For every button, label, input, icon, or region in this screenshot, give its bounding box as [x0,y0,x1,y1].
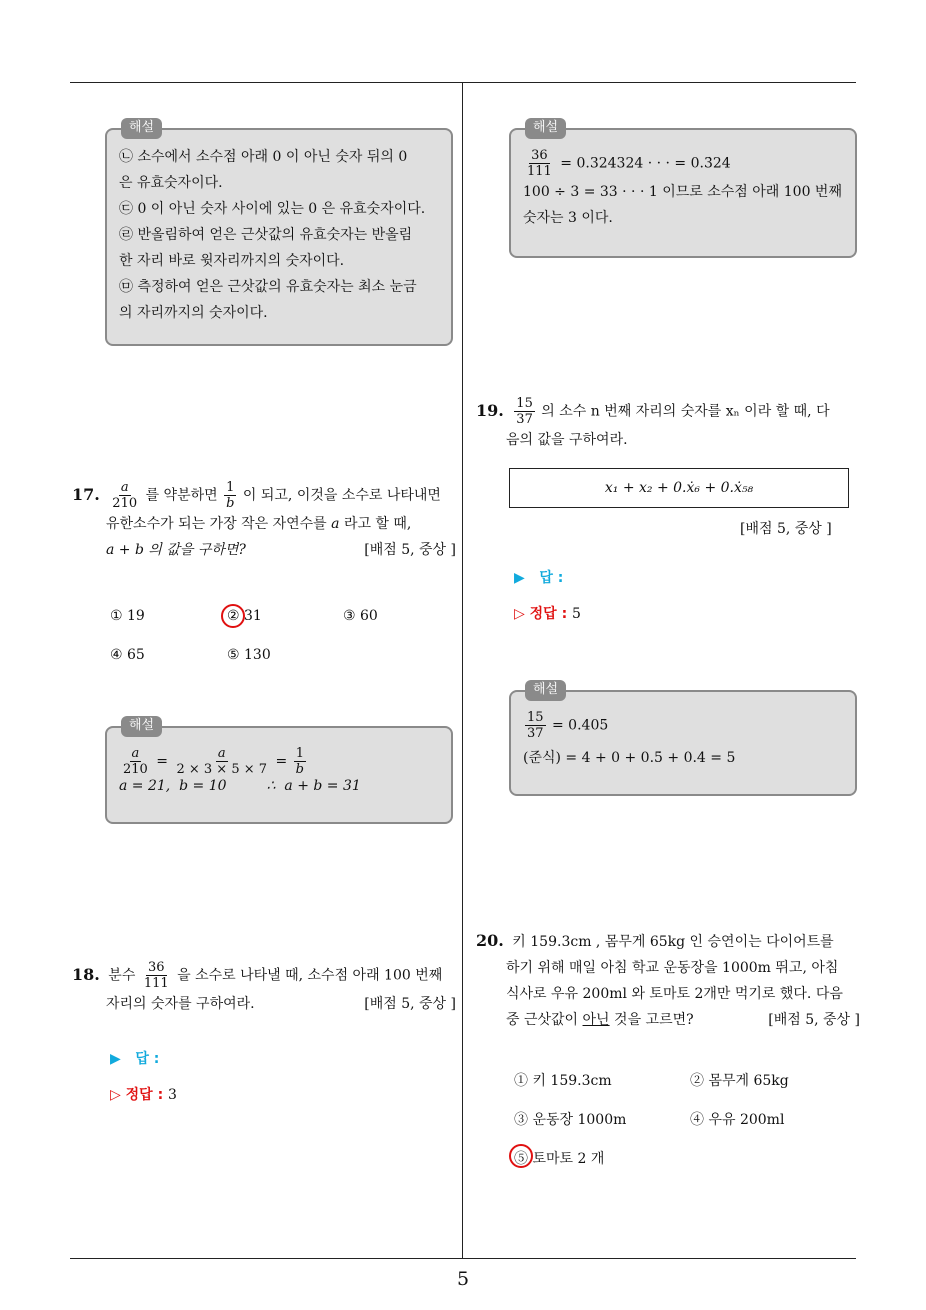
score-label: [배점 5, 중상 ] [364,542,456,558]
explanation-line: ㉣ 반올림하여 얻은 근삿값의 유효숫자는 반올림 [119,227,413,243]
question-text: 하기 위해 매일 아침 학교 운동장을 1000m 뛰고, 아침 [506,960,839,976]
choice-5[interactable]: ⑤ 토마토 2 개 [514,1151,605,1167]
underlined-word: 아닌 [582,1012,610,1028]
selected-answer-mark [509,1144,533,1168]
explanation-box-18 [509,120,857,258]
question-number: 19. [476,400,504,420]
question-text: 자리의 숫자를 구하여라. [106,996,255,1012]
choice-1[interactable]: ① 19 [110,608,145,624]
explanation-line: ㉤ 측정하여 얻은 근삿값의 유효숫자는 최소 눈금 [119,279,417,295]
explanation-box-17 [105,718,453,824]
choice-5[interactable]: ⑤ 130 [227,647,271,663]
fraction: $\frac{15}{37}$ [516,396,533,427]
question-18 [72,960,456,1017]
question-text: 것을 고르면? [614,1012,694,1028]
choice-4[interactable]: ④ 우유 200ml [690,1112,785,1128]
fraction: $\frac{36}{111}$ [143,960,169,991]
question-text: 의 소수 n 번째 자리의 숫자를 xₙ 이라 할 때, 다 [541,403,830,420]
answer-input-label[interactable]: ▶ 답 : [514,570,564,586]
score-label: [배점 5, 중상 ] [768,1012,860,1028]
explanation-line: 숫자는 3 이다. [523,210,613,226]
answer-input-label[interactable]: ▶ 답 : [110,1051,160,1067]
question-number: 17. [72,484,100,504]
explanation-line: ㉢ 0 이 아닌 숫자 사이에 있는 0 은 유효숫자이다. [119,201,426,217]
question-text: 라고 할 때, [343,516,412,532]
selected-answer-mark [221,604,245,628]
explanation-tag: 해설 [525,680,566,701]
explanation-tag: 해설 [121,118,162,139]
question-text: 중 근삿값이 [506,1012,579,1028]
explanation-line: 의 자리까지의 숫자이다. [119,305,268,321]
question-text: 유한소수가 되는 가장 작은 자연수를 [106,516,327,532]
explanation-equation: $\frac{a}{210}$ = $\frac{a}{2 \times 3 \times 5 \times 7}$ = $\frac{1}{b}$ [123,746,304,777]
explanation-box-16 [105,120,453,346]
correct-answer: ▷ 정답 : 3 [110,1087,177,1103]
choice-2[interactable]: ② 31 [227,608,262,624]
question-text: 를 약분하면 [145,487,218,504]
score-label: [배점 5, 중상 ] [740,521,832,537]
top-rule [70,82,856,83]
explanation-box-19 [509,682,857,796]
explanation-tag: 해설 [121,716,162,737]
page-number: 5 [456,1268,470,1290]
explanation-line: (준식) = 4 + 0 + 0.5̇ + 0.4̇ = 5 [523,750,736,766]
question-text: 음의 값을 구하여라. [506,432,628,448]
question-number: 18. [72,964,100,984]
explanation-line: 은 유효숫자이다. [119,175,223,191]
column-divider [462,82,463,1258]
fraction: $\frac{1}{b}$ [226,480,235,511]
choice-3[interactable]: ③ 운동장 1000m [514,1112,627,1128]
question-text: 이 되고, 이것을 소수로 나타내면 [242,487,441,504]
explanation-line: 한 자리 바로 윗자리까지의 숫자이다. [119,253,345,269]
question-17 [72,480,456,563]
explanation-line: a = 21, b = 10 ∴ a + b = 31 [119,778,361,794]
question-20 [476,928,860,1033]
question-text: a + b 의 값을 구하면? [106,542,246,558]
explanation-line: 100 ÷ 3 = 33 · · · 1 이므로 소수점 아래 100 번째 [523,184,842,200]
formula-box: x₁ + x₂ + 0.ẋ₆ + 0.ẋ₅₈ [509,468,849,508]
bottom-rule [70,1258,856,1259]
fraction: $\frac{a}{210}$ [112,480,138,511]
explanation-line: ㉡ 소수에서 소수점 아래 0 이 아닌 숫자 뒤의 0 [119,149,408,165]
question-text: 분수 [108,967,136,984]
variable: a [331,516,340,532]
choice-2[interactable]: ② 몸무게 65kg [690,1073,789,1089]
question-text: 식사로 우유 200ml 와 토마토 2개만 먹기로 했다. 다음 [506,986,843,1002]
question-19 [476,396,860,453]
explanation-equation: $\frac{15}{37}$ = 0.4̇05̇ [527,710,609,741]
choice-4[interactable]: ④ 65 [110,647,145,663]
correct-answer: ▷ 정답 : 5 [514,606,581,622]
question-number: 20. [476,931,504,950]
explanation-equation: $\frac{36}{111}$ = 0.324324 · · · = 0.3̇24̇ [527,148,731,179]
choice-3[interactable]: ③ 60 [343,608,378,624]
choice-1[interactable]: ① 키 159.3cm [514,1073,612,1089]
question-text: 을 소수로 나타낼 때, 소수점 아래 100 번째 [177,967,443,984]
score-label: [배점 5, 중상 ] [364,996,456,1012]
question-text: 키 159.3cm , 몸무게 65kg 인 승연이는 다이어트를 [512,934,834,950]
explanation-tag: 해설 [525,118,566,139]
